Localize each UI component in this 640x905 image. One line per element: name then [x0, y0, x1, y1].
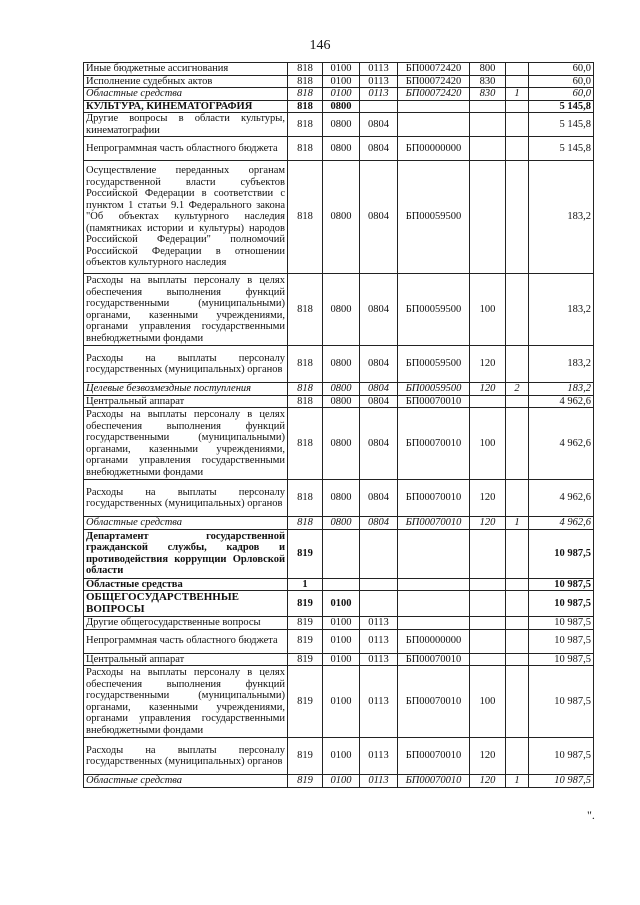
source-code-cell — [506, 161, 529, 274]
subsection-code-cell: 0804 — [360, 383, 398, 396]
amount-cell: 10 987,5 — [529, 775, 594, 788]
row-name-cell: Непрограммная часть областного бюджета — [84, 137, 288, 161]
section-code-cell: 0800 — [323, 395, 360, 408]
table-row — [84, 161, 594, 274]
subsection-code-cell — [360, 100, 398, 113]
subsection-code-cell: 0113 — [360, 75, 398, 88]
source-code-cell — [506, 346, 529, 383]
target-article-cell — [398, 591, 470, 617]
table-row — [84, 617, 594, 630]
ved-code-cell: 818 — [288, 63, 323, 76]
expense-type-cell: 830 — [470, 75, 506, 88]
ved-code-cell: 818 — [288, 480, 323, 517]
row-name-cell: Расходы на выплаты персоналу государственных (муниципальных) органов — [84, 346, 288, 383]
section-code-cell: 0800 — [323, 137, 360, 161]
section-code-cell: 0100 — [323, 666, 360, 738]
source-code-cell — [506, 408, 529, 480]
table-body — [84, 63, 594, 788]
row-name-cell: Расходы на выплаты персоналу в целях обеспечения выполнения функций государственными (муниципальными) органами, казенными учреждениями, органами управления государственными внебюджетными фондами — [84, 408, 288, 480]
budget-table — [83, 62, 594, 788]
expense-type-cell: 100 — [470, 274, 506, 346]
expense-type-cell — [470, 591, 506, 617]
ved-code-cell: 818 — [288, 161, 323, 274]
ved-code-cell: 819 — [288, 591, 323, 617]
table-row — [84, 529, 594, 578]
source-code-cell — [506, 75, 529, 88]
table-row — [84, 653, 594, 666]
expense-type-cell — [470, 653, 506, 666]
section-code-cell: 0100 — [323, 88, 360, 101]
ved-code-cell: 819 — [288, 738, 323, 775]
ved-code-cell: 819 — [288, 617, 323, 630]
row-name-cell: Расходы на выплаты персоналу государственных (муниципальных) органов — [84, 480, 288, 517]
amount-cell: 60,0 — [529, 75, 594, 88]
target-article-cell: БП00070010 — [398, 480, 470, 517]
target-article-cell: БП00059500 — [398, 383, 470, 396]
row-name-cell: Исполнение судебных актов — [84, 75, 288, 88]
subsection-code-cell: 0804 — [360, 161, 398, 274]
subsection-code-cell: 0804 — [360, 113, 398, 137]
target-article-cell: БП00000000 — [398, 629, 470, 653]
expense-type-cell — [470, 629, 506, 653]
expense-type-cell: 120 — [470, 480, 506, 517]
target-article-cell: БП00072420 — [398, 75, 470, 88]
table-row — [84, 383, 594, 396]
source-code-cell: 2 — [506, 383, 529, 396]
target-article-cell — [398, 529, 470, 578]
ved-code-cell: 818 — [288, 408, 323, 480]
section-code-cell — [323, 578, 360, 591]
target-article-cell: БП00072420 — [398, 63, 470, 76]
ved-code-cell: 819 — [288, 775, 323, 788]
target-article-cell: БП00059500 — [398, 346, 470, 383]
section-code-cell: 0100 — [323, 629, 360, 653]
section-code-cell — [323, 529, 360, 578]
source-code-cell — [506, 629, 529, 653]
table-row — [84, 100, 594, 113]
ved-code-cell: 818 — [288, 137, 323, 161]
source-code-cell — [506, 480, 529, 517]
section-code-cell: 0800 — [323, 408, 360, 480]
expense-type-cell — [470, 161, 506, 274]
target-article-cell: БП00070010 — [398, 653, 470, 666]
ved-code-cell: 818 — [288, 346, 323, 383]
expense-type-cell: 120 — [470, 383, 506, 396]
expense-type-cell: 100 — [470, 666, 506, 738]
section-code-cell: 0100 — [323, 75, 360, 88]
subsection-code-cell: 0113 — [360, 738, 398, 775]
row-name-cell: Другие вопросы в области культуры, кинематографии — [84, 113, 288, 137]
section-code-cell: 0100 — [323, 63, 360, 76]
amount-cell: 60,0 — [529, 63, 594, 76]
table-row — [84, 591, 594, 617]
target-article-cell: БП00070010 — [398, 738, 470, 775]
source-code-cell — [506, 63, 529, 76]
subsection-code-cell: 0113 — [360, 653, 398, 666]
row-name-cell: Непрограммная часть областного бюджета — [84, 629, 288, 653]
ved-code-cell: 819 — [288, 529, 323, 578]
target-article-cell — [398, 578, 470, 591]
source-code-cell — [506, 137, 529, 161]
row-name-cell: Департамент государственной гражданской службы, кадров и противодействия коррупции Орловской области — [84, 529, 288, 578]
ved-code-cell: 818 — [288, 517, 323, 530]
subsection-code-cell: 0804 — [360, 517, 398, 530]
amount-cell: 10 987,5 — [529, 653, 594, 666]
expense-type-cell — [470, 578, 506, 591]
closing-mark: ". — [587, 808, 595, 822]
table-row — [84, 346, 594, 383]
expense-type-cell — [470, 395, 506, 408]
amount-cell: 5 145,8 — [529, 113, 594, 137]
expense-type-cell — [470, 529, 506, 578]
target-article-cell — [398, 617, 470, 630]
subsection-code-cell: 0804 — [360, 480, 398, 517]
table-row — [84, 75, 594, 88]
row-name-cell: Областные средства — [84, 517, 288, 530]
target-article-cell: БП00070010 — [398, 775, 470, 788]
row-name-cell: Осуществление переданных органам государственной власти субъектов Российской Федерации в соответствии с пунктом 1 статьи 9.1 Федерального закона "Об объектах культурного наследия (памятниках истории и культуры) народов Российской Федерации" полномочий Российской Федерации в отношении объектов культурного наследия — [84, 161, 288, 274]
section-code-cell: 0800 — [323, 480, 360, 517]
ved-code-cell: 1 — [288, 578, 323, 591]
subsection-code-cell: 0804 — [360, 137, 398, 161]
ved-code-cell: 818 — [288, 395, 323, 408]
amount-cell: 4 962,6 — [529, 517, 594, 530]
source-code-cell: 1 — [506, 517, 529, 530]
table-row — [84, 517, 594, 530]
section-code-cell: 0100 — [323, 617, 360, 630]
expense-type-cell: 830 — [470, 88, 506, 101]
target-article-cell: БП00059500 — [398, 161, 470, 274]
subsection-code-cell: 0113 — [360, 88, 398, 101]
target-article-cell: БП00000000 — [398, 137, 470, 161]
row-name-cell: ОБЩЕГОСУДАРСТВЕННЫЕ ВОПРОСЫ — [84, 591, 288, 617]
amount-cell: 10 987,5 — [529, 578, 594, 591]
section-code-cell: 0800 — [323, 274, 360, 346]
ved-code-cell: 818 — [288, 100, 323, 113]
table-row — [84, 738, 594, 775]
row-name-cell: Другие общегосударственные вопросы — [84, 617, 288, 630]
ved-code-cell: 818 — [288, 88, 323, 101]
table-row — [84, 137, 594, 161]
subsection-code-cell — [360, 591, 398, 617]
amount-cell: 183,2 — [529, 346, 594, 383]
source-code-cell — [506, 738, 529, 775]
section-code-cell: 0800 — [323, 161, 360, 274]
row-name-cell: КУЛЬТУРА, КИНЕМАТОГРАФИЯ — [84, 100, 288, 113]
source-code-cell — [506, 100, 529, 113]
expense-type-cell: 120 — [470, 738, 506, 775]
expense-type-cell: 120 — [470, 517, 506, 530]
row-name-cell: Центральный аппарат — [84, 395, 288, 408]
subsection-code-cell — [360, 578, 398, 591]
expense-type-cell: 120 — [470, 775, 506, 788]
row-name-cell: Областные средства — [84, 775, 288, 788]
section-code-cell: 0800 — [323, 517, 360, 530]
target-article-cell: БП00070010 — [398, 395, 470, 408]
source-code-cell — [506, 274, 529, 346]
ved-code-cell: 818 — [288, 274, 323, 346]
row-name-cell: Иные бюджетные ассигнования — [84, 63, 288, 76]
subsection-code-cell: 0113 — [360, 629, 398, 653]
amount-cell: 4 962,6 — [529, 395, 594, 408]
subsection-code-cell: 0804 — [360, 346, 398, 383]
table-row — [84, 666, 594, 738]
amount-cell: 4 962,6 — [529, 408, 594, 480]
source-code-cell — [506, 529, 529, 578]
ved-code-cell: 819 — [288, 629, 323, 653]
row-name-cell: Областные средства — [84, 88, 288, 101]
row-name-cell: Областные средства — [84, 578, 288, 591]
table-row — [84, 629, 594, 653]
source-code-cell — [506, 617, 529, 630]
target-article-cell: БП00070010 — [398, 517, 470, 530]
expense-type-cell — [470, 617, 506, 630]
amount-cell: 10 987,5 — [529, 666, 594, 738]
target-article-cell: БП00072420 — [398, 88, 470, 101]
section-code-cell: 0800 — [323, 383, 360, 396]
target-article-cell: БП00070010 — [398, 408, 470, 480]
source-code-cell — [506, 653, 529, 666]
table-row — [84, 395, 594, 408]
source-code-cell: 1 — [506, 88, 529, 101]
amount-cell: 183,2 — [529, 161, 594, 274]
subsection-code-cell: 0804 — [360, 395, 398, 408]
ved-code-cell: 818 — [288, 75, 323, 88]
source-code-cell — [506, 113, 529, 137]
target-article-cell — [398, 113, 470, 137]
expense-type-cell — [470, 100, 506, 113]
table-row — [84, 88, 594, 101]
amount-cell: 10 987,5 — [529, 529, 594, 578]
table-row — [84, 113, 594, 137]
amount-cell: 10 987,5 — [529, 591, 594, 617]
source-code-cell — [506, 395, 529, 408]
subsection-code-cell: 0113 — [360, 617, 398, 630]
source-code-cell: 1 — [506, 775, 529, 788]
amount-cell: 183,2 — [529, 383, 594, 396]
source-code-cell — [506, 591, 529, 617]
row-name-cell: Расходы на выплаты персоналу в целях обеспечения выполнения функций государственными (муниципальными) органами, казенными учреждениями, органами управления государственными внебюджетными фондами — [84, 274, 288, 346]
row-name-cell: Расходы на выплаты персоналу в целях обеспечения выполнения функций государственными (муниципальными) органами, казенными учреждениями, органами управления государственными внебюджетными фондами — [84, 666, 288, 738]
expense-type-cell: 100 — [470, 408, 506, 480]
subsection-code-cell — [360, 529, 398, 578]
row-name-cell: Целевые безвозмездные поступления — [84, 383, 288, 396]
expense-type-cell: 120 — [470, 346, 506, 383]
table-row — [84, 578, 594, 591]
subsection-code-cell: 0804 — [360, 274, 398, 346]
expense-type-cell — [470, 137, 506, 161]
page-number: 146 — [309, 38, 331, 53]
amount-cell: 5 145,8 — [529, 100, 594, 113]
amount-cell: 60,0 — [529, 88, 594, 101]
subsection-code-cell: 0113 — [360, 775, 398, 788]
table-row — [84, 775, 594, 788]
target-article-cell: БП00059500 — [398, 274, 470, 346]
ved-code-cell: 818 — [288, 383, 323, 396]
amount-cell: 10 987,5 — [529, 629, 594, 653]
amount-cell: 183,2 — [529, 274, 594, 346]
ved-code-cell: 819 — [288, 666, 323, 738]
table-row — [84, 408, 594, 480]
source-code-cell — [506, 666, 529, 738]
section-code-cell: 0100 — [323, 653, 360, 666]
ved-code-cell: 818 — [288, 113, 323, 137]
amount-cell: 5 145,8 — [529, 137, 594, 161]
table-row — [84, 480, 594, 517]
section-code-cell: 0100 — [323, 775, 360, 788]
section-code-cell: 0800 — [323, 100, 360, 113]
source-code-cell — [506, 578, 529, 591]
amount-cell: 10 987,5 — [529, 738, 594, 775]
section-code-cell: 0800 — [323, 346, 360, 383]
table-row — [84, 274, 594, 346]
target-article-cell — [398, 100, 470, 113]
subsection-code-cell: 0113 — [360, 666, 398, 738]
amount-cell: 10 987,5 — [529, 617, 594, 630]
amount-cell: 4 962,6 — [529, 480, 594, 517]
section-code-cell: 0800 — [323, 113, 360, 137]
row-name-cell: Расходы на выплаты персоналу государственных (муниципальных) органов — [84, 738, 288, 775]
table-row — [84, 63, 594, 76]
ved-code-cell: 819 — [288, 653, 323, 666]
target-article-cell: БП00070010 — [398, 666, 470, 738]
subsection-code-cell: 0804 — [360, 408, 398, 480]
subsection-code-cell: 0113 — [360, 63, 398, 76]
expense-type-cell — [470, 113, 506, 137]
section-code-cell: 0100 — [323, 591, 360, 617]
row-name-cell: Центральный аппарат — [84, 653, 288, 666]
section-code-cell: 0100 — [323, 738, 360, 775]
expense-type-cell: 800 — [470, 63, 506, 76]
